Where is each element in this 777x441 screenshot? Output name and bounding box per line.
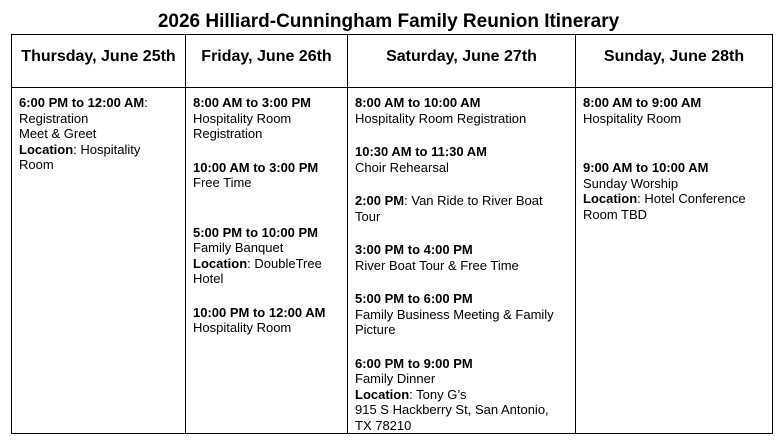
- event-title: Choir Rehearsal: [355, 159, 449, 175]
- event-title: Hospitality Room: [193, 320, 292, 335]
- event: [355, 356, 568, 434]
- event-location: Location: Tony G’s: [355, 386, 467, 402]
- event: [583, 160, 765, 222]
- event-time: 5:00 PM to 6:00 PM: [355, 291, 473, 306]
- event-time: 10:30 AM to 11:30 AM: [355, 144, 487, 159]
- event-title: River Boat Tour & Free Time: [355, 257, 519, 273]
- page-title: 2026 Hilliard-Cunningham Family Reunion Itinerary: [157, 11, 620, 32]
- event: [19, 95, 178, 173]
- event-title: Family Business Meeting & Family Picture: [355, 306, 554, 337]
- event-time: 5:00 PM to 10:00 PM: [193, 224, 318, 240]
- itinerary-table: [11, 34, 773, 434]
- event-title: Registration: [19, 110, 89, 126]
- event: [193, 95, 340, 142]
- event-time: 9:00 AM to 10:00 AM: [583, 160, 709, 175]
- event-title: Family Banquet: [193, 240, 284, 255]
- event: [355, 291, 568, 338]
- event-title: Sunday Worship: [583, 175, 679, 191]
- event: [355, 95, 568, 126]
- event-title: Hospitality Room Registration: [193, 110, 292, 141]
- event-time: 6:00 PM to 12:00 AM:: [19, 95, 148, 110]
- event-time: 10:00 AM to 3:00 PM: [193, 159, 319, 175]
- event: [355, 144, 568, 175]
- event-location: Location: DoubleTree Hotel: [193, 255, 322, 286]
- day-header-sunday: Sunday, June 28th: [576, 35, 773, 88]
- event-time: 8:00 AM to 3:00 PM: [193, 95, 311, 110]
- event: [355, 193, 568, 224]
- event: [583, 95, 765, 126]
- event-title: Meet & Greet: [19, 126, 97, 141]
- event-time: 6:00 PM to 9:00 PM: [355, 355, 473, 371]
- event: [193, 305, 340, 336]
- event: [193, 225, 340, 287]
- event-title: Hospitality Room Registration: [355, 110, 527, 126]
- event-time: 10:00 PM to 12:00 AM: [193, 304, 326, 320]
- day-column-saturday: [348, 88, 576, 434]
- day-header-thursday: Thursday, June 25th: [12, 35, 186, 88]
- day-column-thursday: [12, 88, 186, 434]
- day-column-sunday: [576, 88, 773, 434]
- event-address: 915 S Hackberry St, San Antonio, TX 78210: [355, 402, 549, 433]
- day-header-friday: Friday, June 26th: [186, 35, 348, 88]
- event-time: 8:00 AM to 9:00 AM: [583, 95, 702, 110]
- day-header-saturday: Saturday, June 27th: [348, 35, 576, 88]
- event-location: Location: Hospitality Room: [19, 141, 141, 172]
- event-time: 8:00 AM to 10:00 AM: [355, 95, 481, 110]
- event-title: Family Dinner: [355, 371, 436, 386]
- event-title: Free Time: [193, 175, 252, 190]
- day-column-friday: [186, 88, 348, 434]
- event: [355, 242, 568, 273]
- event-time-and-title: 2:00 PM: Van Ride to River Boat Tour: [355, 193, 543, 224]
- day-header-row: [12, 35, 773, 88]
- event-location: Location: Hotel Conference Room TBD: [583, 191, 746, 222]
- event-title: Hospitality Room: [583, 110, 682, 126]
- event-time: 3:00 PM to 4:00 PM: [355, 242, 473, 257]
- schedule-row: [12, 88, 773, 434]
- event: [193, 160, 340, 191]
